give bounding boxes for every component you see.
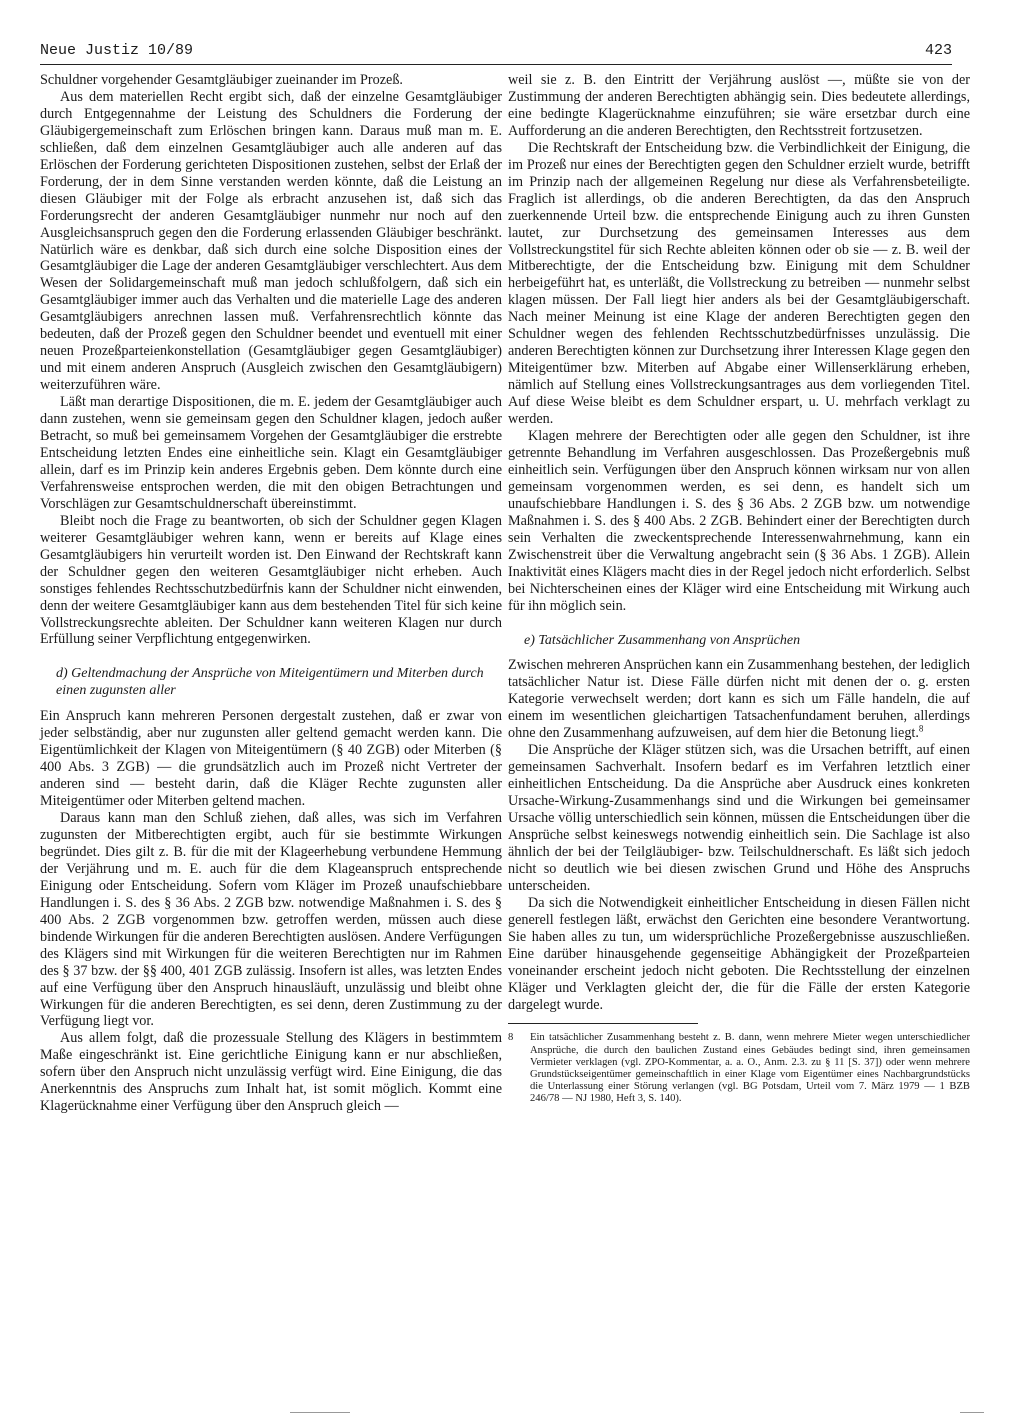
paragraph: Aus allem folgt, daß die prozessuale Stellung des Klägers in bestimmtem Maße eingeschränkt ist. Eine gerichtliche Einigung kann er nur abschließen, sofern über den Anspruch nicht unzulässig verfügt wird. Eine Einigung, die das Anerkenntnis des Anspruchs zum Inhalt hat, ist somit möglich. Kommt eine Klagerücknahme einer Verfügung über den Anspruch gleich — [40,1030,502,1115]
footnote-text: Ein tatsächlicher Zusammenhang besteht z. B. dann, wenn mehrere Mieter wegen unterschiedlicher Ansprüche, die durch den baulichen Zustand eines Gebäudes bedingt sind, ihren gemeinsamen Vermieter verklagen (vgl. ZPO-Kommentar, a. a. O., Anm. 2.3. zu § 11 [S. 37]) oder wenn mehrere Grundstückseigentümer gemeinschaftlich in einer Klage vom Eigentümer eines Nachbargrundstücks die Unterlassung einer Störung verlangen (vgl. BG Potsdam, Urteil vom 7. März 1979 — 1 BZB 246/78 — NJ 1980, Heft 3, S. 140). [530,1032,970,1104]
paragraph: Klagen mehrere der Berechtigten oder alle gegen den Schuldner, ist ihre getrennte Behandlung im Verfahren ausgeschlossen. Das Prozeßergebnis muß einheitlich sein. Verfügungen über den Anspruch können wirksam nur von allen gemeinsam vorgenommen werden, es sei denn, es handelt sich um unaufschiebbare Handlungen i. S. des § 36 Abs. 2 ZGB bzw. um notwendige Maßnahmen i. S. des § 400 Abs. 2 ZGB. Behindert einer der Berechtigten durch sein Verhalten die zweckentsprechende Interessenwahrnehmung, kann ein Zwischenstreit über die Verwaltung angebracht sein (§ 36 Abs. 1 ZGB). Allein Inaktivität eines Klägers macht dies in der Regel jedoch nicht erforderlich. Selbst bei Nichterscheinen eines der Kläger wird eine Entscheidung mit Wirkung auch für ihn möglich sein. [508,428,970,614]
footnote-divider [508,1023,698,1024]
paragraph: weil sie z. B. den Eintritt der Verjährung auslöst —, müßte sie von der Zustimmung der anderen Berechtigten abhängig sein. Dies bedeutete allerdings, eine bedingte Klagerücknahme einzuführen; sie wäre ersetzbar durch eine Aufforderung an die anderen Berechtigten, den Rechtsstreit fortzusetzen. [508,72,970,139]
footnote-reference[interactable]: 8 [918,723,924,734]
paragraph: Die Rechtskraft der Entscheidung bzw. die Verbindlichkeit der Einigung, die im Prozeß nur eines der Berechtigten gegen den Schuldner erzielt wurde, betrifft im Prinzip nach der allgemeinen Regelung nur diese als Verfahrensbeteiligte. Fraglich ist allerdings, ob die anderen Berechtigten, da das den Anspruch zuerkennende Urteil bzw. die entsprechende Einigung auch zu ihren Gunsten lautet, zur Durchsetzung des gemeinsamen Interesses aus dem Vollstreckungstitel für sich Rechte ableiten können oder ob sie — z. B. weil der Mitberechtigte, der die Entscheidung bzw. Einigung mit dem Schuldner herbeigeführt hat, es unterläßt, die Vollstreckung zu betreiben — nunmehr selbst klagen müssen. Der Fall liegt hier anders als bei der Gesamtgläubigerschaft. Nach meiner Meinung ist eine Klage der anderen Berechtigten gegen den Schuldner wegen des fehlenden Rechtsschutzbedürfnisses unzulässig. Die anderen Berechtigten können zur Durchsetzung ihrer Interessen Klage gegen den Miteigentümer bzw. Miterben auf Abgabe einer Willenserklärung erheben, nämlich auf Stellung eines Vollstreckungsantrages aus dem vorliegenden Titel. Auf diese Weise bleibt es dem Schuldner erspart, u. U. mehrfach verklagt zu werden. [508,139,970,428]
journal-issue: Neue Justiz 10/89 [40,42,194,59]
right-column [508,72,970,1105]
paragraph: Schuldner vorgehender Gesamtgläubiger zueinander im Prozeß. [40,72,403,88]
paragraph: Die Ansprüche der Kläger stützen sich, was die Ursachen betrifft, auf einen gemeinsamen Sachverhalt. Insofern bedarf es im Verfahren letztlich einer einheitlichen Entscheidung. Da die Ansprüche aber Ausdruck eines konkreten Ursache-Wirkung-Zusammenhangs sind und die Wirkungen bei gemeinsamer Ursache völlig unterschiedlich sein können, müssen die Entscheidungen über die Ansprüche selbst keineswegs notwendig einheitlich sein. Die Sachlage ist also ähnlich der bei der Teilgläubiger- bzw. Teilschuldnerschaft. Es läßt sich jedoch nicht so deutlich wie bei diesen zwischen Grund und Höhe des Anspruchs unterscheiden. [508,742,970,894]
page-number: 423 [924,42,952,59]
scan-artifact-line [290,1412,350,1413]
paragraph [508,657,970,742]
paragraph: Aus dem materiellen Recht ergibt sich, daß der einzelne Gesamtgläubiger durch Entgegennahme der Leistung des Schuldners die Forderung der Gläubigergemeinschaft zum Erlöschen bringen kann. Daraus muß man m. E. schließen, daß dem einzelnen Gesamtgläubiger auch alle anderen auf das Erlöschen der Forderung gerichteten Dispositionen zustehen, selbst der Erlaß der Forderung, der in dem Sinne verstanden werden könnte, daß die Leistung an diesen Gläubiger mit der Folge als erbracht anzusehen ist, daß sich das Forderungsrecht der anderen Gesamtgläubiger nunmehr nur noch auf den Ausgleichsanspruch gegen den die Forderung erlassenden Gläubiger beschränkt. Natürlich wäre es denkbar, daß sich durch eine solche Disposition eines der Gesamtgläubiger die Lage der anderen Gesamtgläubiger verschlechtert. Aus dem Wesen der Solidargemeinschaft muß man jedoch schlußfolgern, daß sich ein Gesamtgläubiger immer auch das Verhalten und die materielle Lage des anderen Gesamtgläubigers anrechnen lassen muß. Verfahrensrechtlich könnte das bedeuten, daß der Prozeß gegen den Schuldner beendet und eventuell mit einer neuen Prozeßparteienkonstellation (Gesamtgläubiger gegen Gesamtgläubiger) und mit einem anderen Anspruch (Ausgleich zwischen den Gesamtgläubigern) weiterzuführen wäre. [40,88,502,394]
footnote-number: 8 [508,1032,514,1044]
left-column [40,72,502,1115]
section-heading-e: e) Tatsächlicher Zusammenhang von Ansprüchen [524,632,801,648]
section-heading-d: d) Geltendmachung der Ansprüche von Miteigentümern und Miterben durch einen zugunsten aller [56,666,484,699]
paragraph: Da sich die Notwendigkeit einheitlicher Entscheidung in diesen Fällen nicht generell festlegen läßt, erwächst den Gerichten eine besondere Verantwortung. Sie haben alles zu tun, um widersprüchliche Prozeßergebnisse auszuschließen. Eine darüber hinausgehende gegenseitige Abhängigkeit der Prozeßparteien voneinander erscheint jedoch nicht geboten. Die Rechtsstellung der einzelnen Kläger und Verklagten gleicht der, die für die Fälle der ersten Kategorie dargelegt wurde. [508,894,970,1013]
paragraph: Bleibt noch die Frage zu beantworten, ob sich der Schuldner gegen Klagen weiterer Gesamtgläubiger wehren kann, wenn er bereits auf Klage eines Gesamtgläubigers hin verurteilt worden ist. Den Einwand der Rechtskraft kann der Schuldner gegen den weiteren Gesamtgläubiger nicht erheben. Auch sonstiges fehlendes Rechtsschutzbedürfnis kann der Schuldner nicht einwenden, denn der weitere Gesamtgläubiger kann aus dem bestehenden Titel für sich keine Vollstreckungsrechte ableiten. Der Schuldner kann weiteren Klagen nur durch Erfüllung seiner Verpflichtung entgegenwirken. [40,512,502,648]
running-header [40,42,952,65]
paragraph: Daraus kann man den Schluß ziehen, daß alles, was sich im Verfahren zugunsten der Mitberechtigten ergibt, auch für sie bestimmte Wirkungen begründet. Dies gilt z. B. für die mit der Klageerhebung verbundene Hemmung der Verjährung und m. E. auch für die dem Klageanspruch entsprechende Einigung oder Entscheidung. Sofern vom Kläger im Prozeß unaufschiebbare Handlungen i. S. des § 36 Abs. 2 ZGB bzw. notwendige Maßnahmen i. S. des § 400 Abs. 2 ZGB vorgenommen bzw. getroffen werden, müssen auch diese bindende Wirkungen für die anderen Berechtigten auslösen. Andere Verfügungen des Klägers sind mit Wirkungen für die weiteren Berechtigten nur im Rahmen des § 37 bzw. der §§ 400, 401 ZGB zulässig. Insofern ist alles, was letzten Endes auf eine Verfügung über den Anspruch hinausläuft, unzulässig und bleibt ohne Wirkungen für die anderen Berechtigten, es sei denn, deren Zustimmung zu der Verfügung liegt vor. [40,810,502,1030]
paragraph-text: Zwischen mehreren Ansprüchen kann ein Zusammenhang bestehen, der lediglich tatsächlicher Natur ist. Diese Fälle dürfen nicht mit denen der o. g. ersten Kategorie verwechselt werden; dort kann es sich um Fälle handeln, die auf einem im wesentlichen gleichartigen Tatsachenfundament beruhen, allerdings ohne den Zusammenhang aufzuweisen, auf dem hier die Betonung liegt. [508,657,970,742]
paragraph: Läßt man derartige Dispositionen, die m. E. jedem der Gesamtgläubiger auch dann zustehen, wenn sie gemeinsam gegen den Schuldner klagen, jedoch außer Betracht, so muß bei gemeinsamem Vorgehen der Gesamtgläubiger die erstrebte Entscheidung letzten Endes eine einheitliche sein. Klagt ein Gesamtgläubiger allein, darf es im Prinzip kein anderes Ergebnis geben. Dem könnte durch eine Verfahrensweise entsprochen werden, die mit den obigen Betrachtungen und Vorschlägen zur Gesamtschuldnerschaft übereinstimmt. [40,394,502,512]
footnote [508,1032,970,1105]
paragraph: Ein Anspruch kann mehreren Personen dergestalt zustehen, daß er zwar von jeder selbständig, aber nur zugunsten aller geltend gemacht werden kann. Die Eigentümlichkeit der Klagen von Miteigentümern (§ 40 ZGB) oder Miterben (§ 400 Abs. 3 ZGB) — die grundsätzlich auch im Prozeß nicht Vertreter der anderen sind — besteht darin, daß die Kläger Rechte zugunsten aller Miteigentümer oder Miterben geltend machen. [40,708,502,810]
scan-artifact-line [960,1412,984,1413]
